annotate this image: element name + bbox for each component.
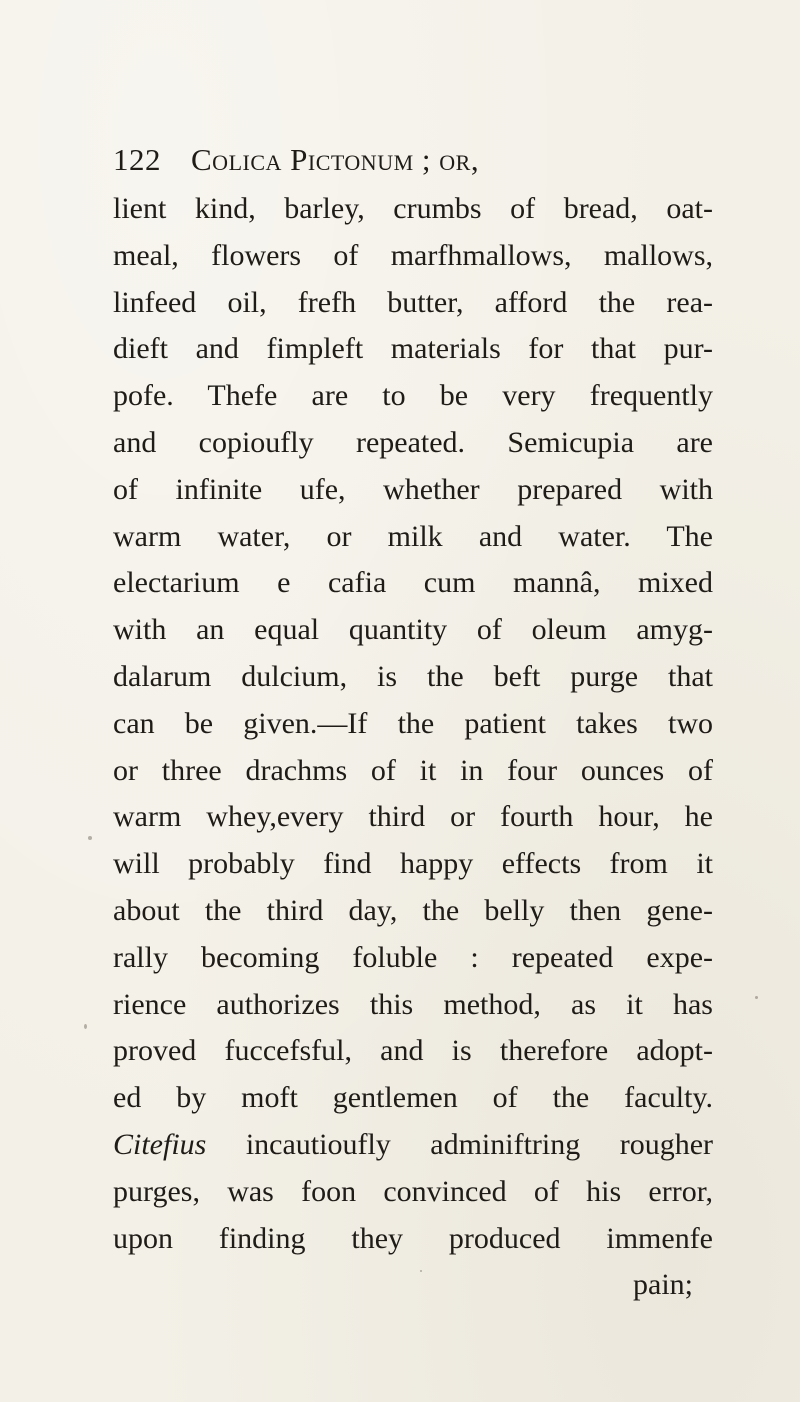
- running-head: [113, 142, 633, 182]
- text-line: ed by moft gentlemen of the faculty.: [113, 1081, 713, 1115]
- paper-speck: [755, 996, 758, 999]
- catchword: pain;: [633, 1268, 693, 1302]
- paper-speck: [420, 1270, 422, 1272]
- text-line: electarium e cafia cum mannâ, mixed: [113, 566, 713, 600]
- text-line: will probably find happy effects from it: [113, 847, 713, 881]
- paper-speck: [88, 836, 92, 840]
- body-text: [113, 186, 713, 1309]
- text-line: proved fuccefsful, and is therefore adopt-: [113, 1034, 713, 1068]
- text-line: dalarum dulcium, is the beft purge that: [113, 659, 713, 693]
- text-line: about the third day, the belly then gene-: [113, 893, 713, 927]
- text-line: of infinite ufe, whether prepared with: [113, 472, 713, 506]
- text-line: upon finding they produced immenfe: [113, 1221, 713, 1255]
- text-line: dieft and fimpleft materials for that pur-: [113, 332, 713, 366]
- text-line: rience authorizes this method, as it has: [113, 987, 713, 1021]
- text-line: warm whey,every third or fourth hour, he: [113, 800, 713, 834]
- paper-speck: [84, 1024, 87, 1029]
- text-line: can be given.—If the patient takes two: [113, 706, 713, 740]
- text-line: with an equal quantity of oleum amyg-: [113, 613, 713, 647]
- text-line: and copioufly repeated. Semicupia are: [113, 425, 713, 459]
- text-line-citesius: [113, 1122, 713, 1169]
- text-line: or three drachms of it in four ounces of: [113, 753, 713, 787]
- running-title: Colica Pictonum ; or,: [191, 142, 480, 177]
- text-line: purges, was foon convinced of his error,: [113, 1174, 713, 1208]
- text-line: warm water, or milk and water. The: [113, 519, 713, 553]
- text-line: linfeed oil, frefh butter, afford the rea-: [113, 285, 713, 319]
- text-line: lient kind, barley, crumbs of bread, oat-: [113, 192, 713, 225]
- text-line: pofe. Thefe are to be very frequently: [113, 379, 713, 413]
- page-number: 122: [113, 142, 161, 177]
- citesius-name: Citefius: [113, 1127, 207, 1161]
- citesius-rest: incautioufly adminiftring rougher: [206, 1127, 713, 1161]
- text-line: meal, flowers of marfhmallows, mallows,: [113, 238, 713, 272]
- text-line: rally becoming foluble : repeated expe-: [113, 940, 713, 974]
